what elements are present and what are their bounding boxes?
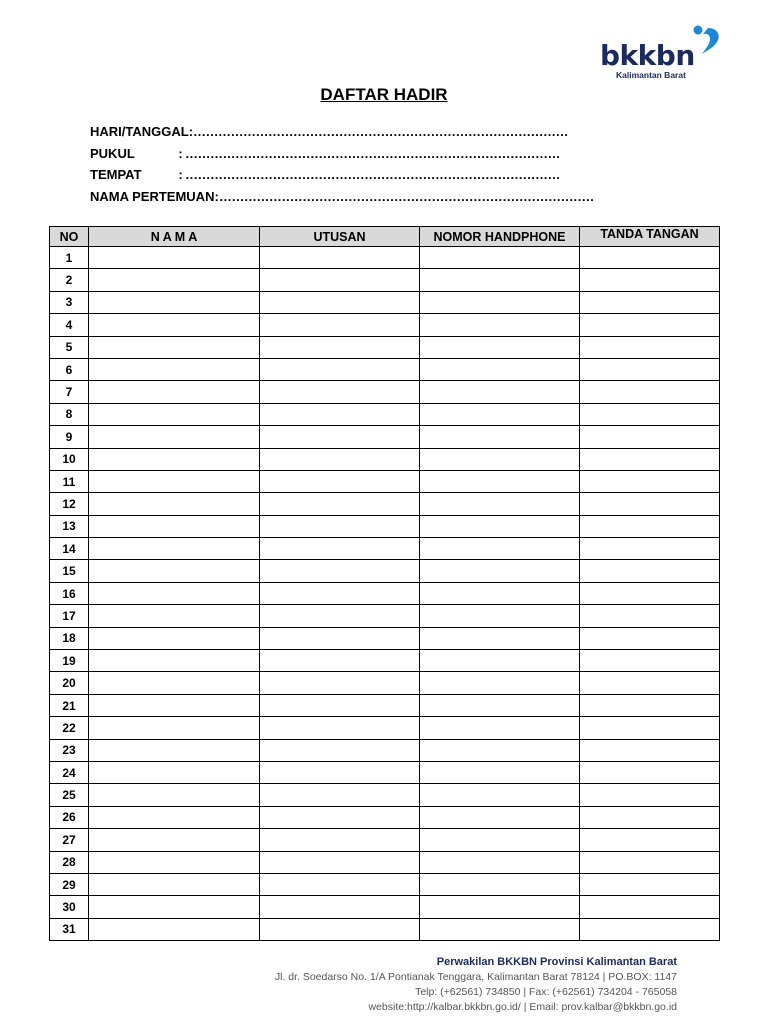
phone-cell[interactable] <box>420 806 580 828</box>
info-label: TEMPAT <box>90 167 142 183</box>
table-row <box>50 694 720 716</box>
phone-cell[interactable] <box>420 829 580 851</box>
row-number: 3 <box>50 291 89 313</box>
signature-cell[interactable] <box>580 470 720 492</box>
name-cell[interactable] <box>89 538 260 560</box>
utusan-cell[interactable] <box>260 851 420 873</box>
signature-cell[interactable] <box>580 605 720 627</box>
utusan-cell[interactable] <box>260 739 420 761</box>
signature-cell[interactable] <box>580 829 720 851</box>
info-fill-line[interactable]: ……………………………………………………………………………… <box>185 167 560 183</box>
name-cell[interactable] <box>89 560 260 582</box>
table-row <box>50 739 720 761</box>
attendance-table <box>49 226 720 941</box>
table-row <box>50 761 720 783</box>
signature-cell[interactable] <box>580 717 720 739</box>
phone-cell[interactable] <box>420 896 580 918</box>
name-cell[interactable] <box>89 896 260 918</box>
utusan-cell[interactable] <box>260 515 420 537</box>
row-number: 31 <box>50 918 89 940</box>
utusan-cell[interactable] <box>260 896 420 918</box>
name-cell[interactable] <box>89 448 260 470</box>
name-cell[interactable] <box>89 650 260 672</box>
table-row <box>50 269 720 291</box>
table-row <box>50 448 720 470</box>
utusan-cell[interactable] <box>260 582 420 604</box>
table-row <box>50 896 720 918</box>
phone-cell[interactable] <box>420 694 580 716</box>
name-cell[interactable] <box>89 605 260 627</box>
name-cell[interactable] <box>89 717 260 739</box>
utusan-cell[interactable] <box>260 403 420 425</box>
table-row <box>50 470 720 492</box>
phone-cell[interactable] <box>420 403 580 425</box>
row-number: 14 <box>50 538 89 560</box>
footer <box>275 955 677 1015</box>
phone-cell[interactable] <box>420 851 580 873</box>
utusan-cell[interactable] <box>260 269 420 291</box>
table-row <box>50 851 720 873</box>
row-number: 18 <box>50 627 89 649</box>
row-number: 2 <box>50 269 89 291</box>
info-row <box>90 143 560 165</box>
signature-cell[interactable] <box>580 627 720 649</box>
signature-cell[interactable] <box>580 672 720 694</box>
table-row <box>50 806 720 828</box>
utusan-cell[interactable] <box>260 538 420 560</box>
row-number: 24 <box>50 761 89 783</box>
name-cell[interactable] <box>89 873 260 895</box>
header-no: NO <box>50 227 89 247</box>
signature-cell[interactable] <box>580 784 720 806</box>
row-number: 28 <box>50 851 89 873</box>
utusan-cell[interactable] <box>260 694 420 716</box>
signature-cell[interactable] <box>580 896 720 918</box>
phone-cell[interactable] <box>420 605 580 627</box>
phone-cell[interactable] <box>420 627 580 649</box>
phone-cell[interactable] <box>420 582 580 604</box>
table-row <box>50 247 720 269</box>
phone-cell[interactable] <box>420 336 580 358</box>
row-number: 15 <box>50 560 89 582</box>
name-cell[interactable] <box>89 269 260 291</box>
utusan-cell[interactable] <box>260 448 420 470</box>
row-number: 7 <box>50 381 89 403</box>
footer-org: Perwakilan BKKBN Provinsi Kalimantan Barat <box>436 956 677 968</box>
info-colon: : <box>214 188 219 204</box>
signature-cell[interactable] <box>580 403 720 425</box>
table-row <box>50 650 720 672</box>
info-colon: : <box>188 124 194 140</box>
signature-cell[interactable] <box>580 806 720 828</box>
row-number: 30 <box>50 896 89 918</box>
utusan-cell[interactable] <box>260 336 420 358</box>
row-number: 11 <box>50 470 89 492</box>
phone-cell[interactable] <box>420 448 580 470</box>
phone-cell[interactable] <box>420 470 580 492</box>
signature-cell[interactable] <box>580 426 720 448</box>
utusan-cell[interactable] <box>260 605 420 627</box>
table-row <box>50 672 720 694</box>
name-cell[interactable] <box>89 761 260 783</box>
utusan-cell[interactable] <box>260 784 420 806</box>
utusan-cell[interactable] <box>260 650 420 672</box>
phone-cell[interactable] <box>420 291 580 313</box>
row-number: 4 <box>50 314 89 336</box>
header-utusan: UTUSAN <box>260 227 420 247</box>
name-cell[interactable] <box>89 806 260 828</box>
utusan-cell[interactable] <box>260 761 420 783</box>
table-row <box>50 538 720 560</box>
header-nama: N A M A <box>89 227 260 247</box>
row-number: 19 <box>50 650 89 672</box>
row-number: 13 <box>50 515 89 537</box>
phone-cell[interactable] <box>420 560 580 582</box>
header-nomor-handphone: NOMOR HANDPHONE <box>420 227 580 247</box>
utusan-cell[interactable] <box>260 381 420 403</box>
signature-cell[interactable] <box>580 761 720 783</box>
phone-cell[interactable] <box>420 269 580 291</box>
name-cell[interactable] <box>89 336 260 358</box>
name-cell[interactable] <box>89 851 260 873</box>
table-row <box>50 515 720 537</box>
row-number: 9 <box>50 426 89 448</box>
signature-cell[interactable] <box>580 358 720 380</box>
signature-cell[interactable] <box>580 694 720 716</box>
table-row <box>50 717 720 739</box>
signature-cell[interactable] <box>580 538 720 560</box>
info-label: PUKUL <box>90 145 135 161</box>
table-row <box>50 560 720 582</box>
phone-cell[interactable] <box>420 873 580 895</box>
phone-cell[interactable] <box>420 358 580 380</box>
info-fill-line[interactable]: ……………………………………………………………………………… <box>185 145 560 161</box>
page-title: DAFTAR HADIR <box>320 85 448 104</box>
name-cell[interactable] <box>89 247 260 269</box>
footer-web: website:http://kalbar.bkkbn.go.id/ | Email: prov.kalbar@bkkbn.go.id <box>368 1001 677 1013</box>
signature-cell[interactable] <box>580 336 720 358</box>
utusan-cell[interactable] <box>260 470 420 492</box>
phone-cell[interactable] <box>420 717 580 739</box>
signature-cell[interactable] <box>580 291 720 313</box>
table-row <box>50 784 720 806</box>
name-cell[interactable] <box>89 470 260 492</box>
table-row <box>50 403 720 425</box>
bkkbn-logo <box>600 24 724 82</box>
row-number: 29 <box>50 873 89 895</box>
table-row <box>50 291 720 313</box>
row-number: 8 <box>50 403 89 425</box>
meeting-info <box>90 121 594 207</box>
name-cell[interactable] <box>89 493 260 515</box>
table-row <box>50 918 720 940</box>
utusan-cell[interactable] <box>260 806 420 828</box>
name-cell[interactable] <box>89 358 260 380</box>
phone-cell[interactable] <box>420 672 580 694</box>
row-number: 22 <box>50 717 89 739</box>
name-cell[interactable] <box>89 426 260 448</box>
phone-cell[interactable] <box>420 538 580 560</box>
row-number: 25 <box>50 784 89 806</box>
name-cell[interactable] <box>89 739 260 761</box>
signature-cell[interactable] <box>580 851 720 873</box>
name-cell[interactable] <box>89 672 260 694</box>
phone-cell[interactable] <box>420 761 580 783</box>
signature-cell[interactable] <box>580 448 720 470</box>
table-row <box>50 381 720 403</box>
phone-cell[interactable] <box>420 314 580 336</box>
phone-cell[interactable] <box>420 739 580 761</box>
header-tanda-tangan: TANDA TANGAN <box>580 227 720 247</box>
table-row <box>50 627 720 649</box>
utusan-cell[interactable] <box>260 426 420 448</box>
utusan-cell[interactable] <box>260 247 420 269</box>
table-row <box>50 493 720 515</box>
signature-cell[interactable] <box>580 873 720 895</box>
phone-cell[interactable] <box>420 784 580 806</box>
name-cell[interactable] <box>89 784 260 806</box>
phone-cell[interactable] <box>420 381 580 403</box>
signature-cell[interactable] <box>580 560 720 582</box>
name-cell[interactable] <box>89 403 260 425</box>
name-cell[interactable] <box>89 314 260 336</box>
row-number: 12 <box>50 493 89 515</box>
signature-cell[interactable] <box>580 582 720 604</box>
signature-cell[interactable] <box>580 247 720 269</box>
row-number: 20 <box>50 672 89 694</box>
row-number: 17 <box>50 605 89 627</box>
utusan-cell[interactable] <box>260 829 420 851</box>
row-number: 23 <box>50 739 89 761</box>
utusan-cell[interactable] <box>260 358 420 380</box>
table-row <box>50 336 720 358</box>
utusan-cell[interactable] <box>260 918 420 940</box>
name-cell[interactable] <box>89 515 260 537</box>
name-cell[interactable] <box>89 582 260 604</box>
utusan-cell[interactable] <box>260 717 420 739</box>
phone-cell[interactable] <box>420 247 580 269</box>
phone-cell[interactable] <box>420 918 580 940</box>
utusan-cell[interactable] <box>260 291 420 313</box>
info-row <box>90 164 560 186</box>
logo-region: Kalimantan Barat <box>616 70 686 80</box>
name-cell[interactable] <box>89 829 260 851</box>
table-row <box>50 582 720 604</box>
row-number: 16 <box>50 582 89 604</box>
signature-cell[interactable] <box>580 269 720 291</box>
signature-cell[interactable] <box>580 493 720 515</box>
row-number: 10 <box>50 448 89 470</box>
info-colon: : <box>178 145 183 161</box>
info-row <box>90 186 594 208</box>
row-number: 27 <box>50 829 89 851</box>
table-row <box>50 314 720 336</box>
name-cell[interactable] <box>89 694 260 716</box>
utusan-cell[interactable] <box>260 672 420 694</box>
info-row <box>90 121 569 143</box>
phone-cell[interactable] <box>420 426 580 448</box>
signature-cell[interactable] <box>580 381 720 403</box>
row-number: 26 <box>50 806 89 828</box>
info-label: NAMA PERTEMUAN <box>90 188 215 204</box>
info-label: HARI/TANGGAL <box>90 124 189 140</box>
utusan-cell[interactable] <box>260 493 420 515</box>
name-cell[interactable] <box>89 291 260 313</box>
logo-mark-icon <box>686 24 722 60</box>
table-row <box>50 829 720 851</box>
row-number: 1 <box>50 247 89 269</box>
row-number: 21 <box>50 694 89 716</box>
table-row <box>50 426 720 448</box>
table-row <box>50 873 720 895</box>
utusan-cell[interactable] <box>260 560 420 582</box>
row-number: 5 <box>50 336 89 358</box>
name-cell[interactable] <box>89 627 260 649</box>
utusan-cell[interactable] <box>260 314 420 336</box>
name-cell[interactable] <box>89 381 260 403</box>
utusan-cell[interactable] <box>260 873 420 895</box>
info-colon: : <box>178 167 183 183</box>
signature-cell[interactable] <box>580 739 720 761</box>
info-fill-line[interactable]: ……………………………………………………………………………… <box>218 188 594 204</box>
logo-wordmark: bkkbn <box>600 39 695 72</box>
signature-cell[interactable] <box>580 515 720 537</box>
name-cell[interactable] <box>89 918 260 940</box>
table-row <box>50 358 720 380</box>
signature-cell[interactable] <box>580 314 720 336</box>
phone-cell[interactable] <box>420 493 580 515</box>
table-row <box>50 605 720 627</box>
phone-cell[interactable] <box>420 515 580 537</box>
footer-address: Jl. dr. Soedarso No. 1/A Pontianak Tenggara, Kalimantan Barat 78124 | PO.BOX: 1147 <box>274 971 677 983</box>
utusan-cell[interactable] <box>260 627 420 649</box>
info-fill-line[interactable]: ……………………………………………………………………………… <box>193 124 569 140</box>
phone-cell[interactable] <box>420 650 580 672</box>
footer-phone: Telp: (+62561) 734850 | Fax: (+62561) 734204 - 765058 <box>415 986 677 998</box>
signature-cell[interactable] <box>580 918 720 940</box>
row-number: 6 <box>50 358 89 380</box>
table-header-row <box>50 227 720 247</box>
signature-cell[interactable] <box>580 650 720 672</box>
